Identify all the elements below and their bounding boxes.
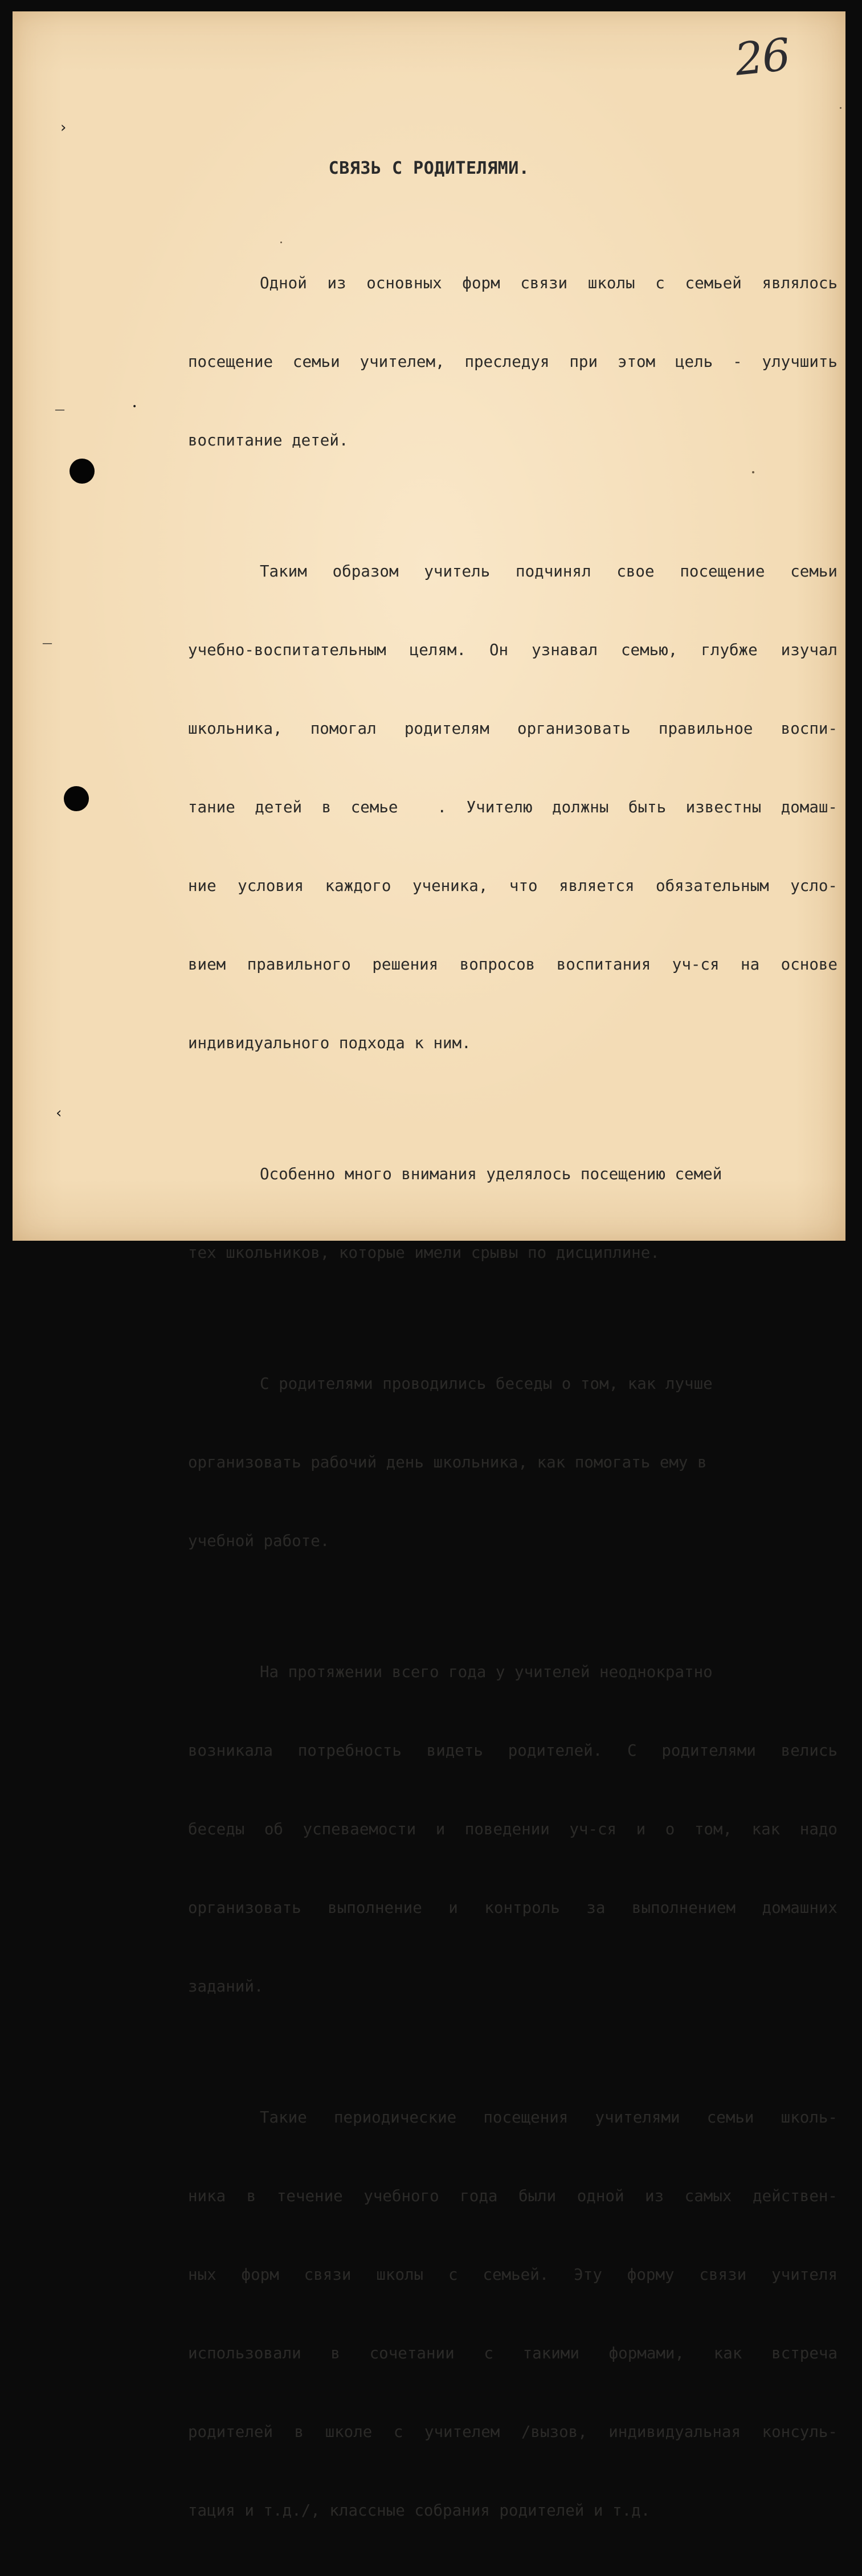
text-line: беседы об успеваемости и поведении уч-ся и о том, как надо	[188, 1820, 838, 1838]
text-line: организовать рабочий день школьника, как помогать ему в	[188, 1453, 707, 1471]
text-line: тех школьников, которые имели срывы по дисциплине.	[188, 1244, 660, 1262]
pin-mark-icon: ›	[60, 119, 67, 136]
text-line: индивидуального подхода к ним.	[188, 1034, 471, 1052]
paper-speck	[840, 107, 841, 109]
text-line: ных форм связи школы с семьей. Эту форму связи учителя	[188, 2266, 838, 2284]
text-line: организовать выполнение и контроль за выполнением домашних	[188, 1899, 838, 1917]
handwritten-page-number: 26	[732, 29, 792, 86]
paragraph-6	[188, 2052, 838, 2576]
pin-mark-icon: —	[42, 637, 52, 649]
text-line: Такие периодические посещения учителями семьи школь-	[260, 2108, 838, 2127]
text-line: Одной из основных форм связи школы с семьей являлось	[260, 274, 838, 292]
text-line: вием правильного решения вопросов воспитания уч-ся на основе	[188, 955, 838, 974]
paper-speck	[752, 471, 754, 473]
text-line: учебной работе.	[188, 1532, 330, 1550]
text-line: Таким образом учитель подчинял свое посещение семьи	[260, 562, 838, 580]
pin-mark-icon: •	[132, 402, 137, 411]
text-line: возникала потребность видеть родителей. С родителями велись	[188, 1741, 838, 1760]
text-line: учебно-воспитательным целям. Он узнавал семью, глубже изучал	[188, 641, 838, 659]
text-line: тание детей в семье . Учителю должны быть известны домаш-	[188, 798, 838, 816]
document-body	[188, 218, 838, 2576]
pin-mark-icon: —	[55, 404, 65, 416]
paragraph-3	[188, 1109, 838, 1318]
text-line: посещение семьи учителем, преследуя при этом цель - улучшить	[188, 353, 838, 371]
text-line: заданий.	[188, 1977, 264, 1996]
paragraph-4	[188, 1318, 838, 1606]
text-line: воспитание детей.	[188, 431, 349, 449]
document-title: СВЯЗЬ С РОДИТЕЛЯМИ.	[328, 158, 530, 178]
punch-hole	[70, 459, 95, 484]
punch-hole	[64, 786, 89, 811]
text-line: родителей в школе с учителем /вызов, индивидуальная консуль-	[188, 2423, 838, 2441]
paragraph-2	[188, 506, 838, 1109]
text-line: На протяжении всего года у учителей неоднократно	[260, 1663, 713, 1681]
paragraph-1	[188, 218, 838, 506]
text-line: С родителями проводились беседы о том, как лучше	[260, 1375, 713, 1393]
text-line: использовали в сочетании с такими формами, как встреча	[188, 2344, 838, 2362]
pin-mark-icon: ‹	[56, 1105, 62, 1122]
document-page	[13, 11, 845, 2520]
text-line: тация и т.д./, классные собрания родителей и т.д.	[188, 2501, 651, 2520]
text-line: ника в течение учебного года были одной из самых действен-	[188, 2187, 838, 2205]
paragraph-5	[188, 1606, 838, 2052]
text-line: Особенно много внимания уделялось посещению семей	[260, 1165, 722, 1183]
paper-speck	[280, 242, 282, 243]
text-line: школьника, помогал родителям организовать правильное воспи-	[188, 719, 838, 738]
text-line: ние условия каждого ученика, что является обязательным усло-	[188, 877, 838, 895]
